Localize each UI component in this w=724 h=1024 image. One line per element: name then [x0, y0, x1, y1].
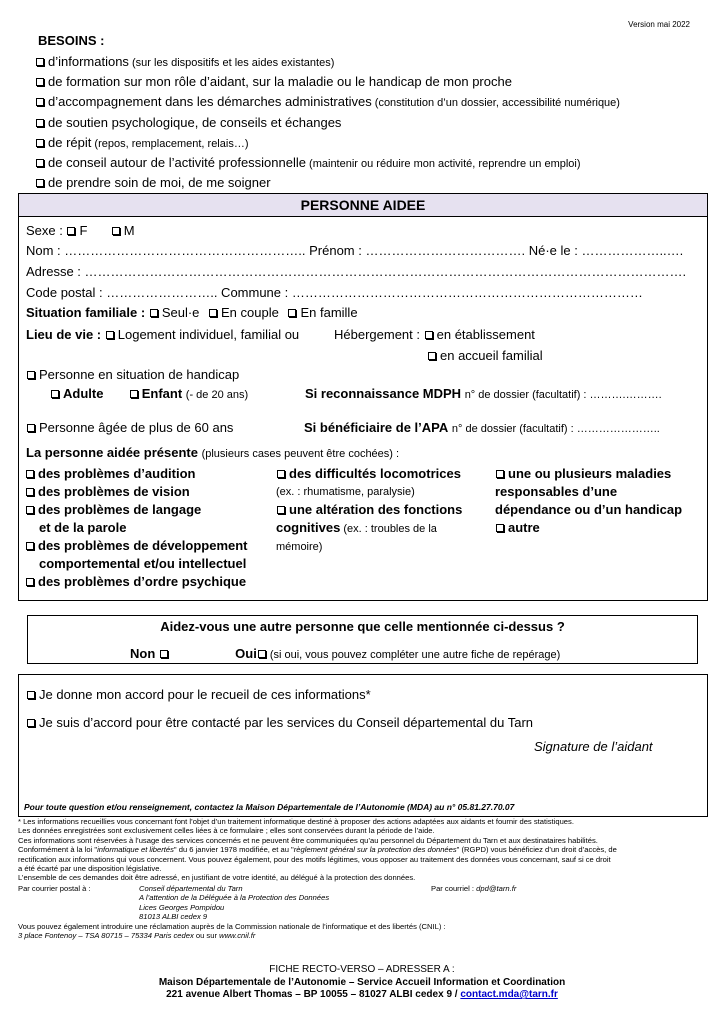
cognitives-note-end: mémoire) [276, 541, 323, 553]
version-label: Version mai 2022 [628, 20, 690, 29]
footer-line1: FICHE RECTO-VERSO – ADRESSER A : [269, 964, 455, 975]
option-locomotrices: des difficultés locomotrices [276, 465, 462, 483]
courriel-info: Par courriel : dpd@tarn.fr [431, 884, 517, 893]
cognitives-note: (ex. : troubles de la [340, 523, 437, 535]
checkbox-seul[interactable] [150, 309, 158, 317]
maladies-cont-2: dépendance ou d’un handicap [495, 502, 683, 517]
presente-col2 [276, 465, 462, 556]
option-maladies: une ou plusieurs maladies [495, 465, 682, 483]
personne-agee-row: Personne âgée de plus de 60 ans [26, 418, 233, 437]
option-langage-cont: et de la parole [39, 520, 127, 535]
footer [0, 964, 724, 1002]
checkbox-non[interactable] [160, 650, 168, 658]
checkbox[interactable] [277, 506, 285, 514]
option-vision: des problèmes de vision [25, 483, 248, 501]
checkbox[interactable] [496, 524, 504, 532]
code-postal-field[interactable]: Code postal : …………………….. Commune : ……………………………………………………………………… [26, 285, 643, 300]
presente-col1 [25, 465, 248, 591]
adulte-enfant-row: Adulte Enfant (- de 20 ans) [50, 384, 248, 405]
cnil-info: Vous pouvez également introduire une réclamation auprès de la Commission nationale de l’informatique et des libertés (CNIL) : 3 place Fontenoy – TSA 80715 – 75334 Paris cedex ou sur www.cnil.fr [18, 922, 446, 941]
option-audition: des problèmes d’audition [25, 465, 248, 483]
checkbox[interactable] [26, 542, 34, 550]
signature-label: Signature de l’aidant [534, 739, 653, 754]
footer-line3: 221 avenue Albert Thomas – BP 10055 – 81027 ALBI cedex 9 / [166, 989, 458, 1000]
checkbox-f[interactable] [67, 227, 75, 235]
checkbox-couple[interactable] [209, 309, 217, 317]
checkbox-m[interactable] [112, 227, 120, 235]
checkbox-handicap[interactable] [27, 371, 35, 379]
accueil-familial-row: en accueil familial [427, 346, 543, 365]
checkbox-logement[interactable] [106, 331, 114, 339]
option-langage: des problèmes de langage [25, 501, 248, 519]
presente-col3 [495, 465, 682, 537]
handicap-row: Personne en situation de handicap [26, 365, 239, 384]
checkbox[interactable] [36, 179, 44, 187]
checkbox-agee[interactable] [27, 424, 35, 432]
option-developpement-cont: comportemental et/ou intellectuel [39, 556, 247, 571]
option-cognitives: une altération des fonctions [276, 501, 462, 519]
mdph-row: Si reconnaissance MDPH n° de dossier (facultatif) : ……….………. [305, 386, 662, 401]
postal-address: Conseil départemental du Tarn A l’attention de la Déléguée à la Protection des Données Lices Georges Pompidou 81013 ALBI cedex 9 [139, 884, 330, 922]
sexe-row: Sexe : F M [26, 223, 135, 238]
legal-notice: * Les informations recueillies vous concernant font l’objet d’un traitement informatique destiné à proposer des actions adaptées aux aidants et fournir des statistiques. Les données enregistrées sont exclusivement celles liées à ce formulaire ; elles sont conservées durant la période de l’aide. Ces informations sont réservées à l’usage des services concernés et ne peuvent être communiquées qu’au personnel du Département du Tarn et aux destinataires habilités. Conformément à la loi "informatique et libertés" du 6 janvier 1978 modifiée, et au "règlement général sur la protection des données" (RGPD) vous bénéficiez d’un droit d’accès, de rectification aux informations qui vous concernent. Vous pouvez également, pour des motifs légitimes, vous opposer au traitement des données vous concernant, sauf si ce droit a été écarté par une disposition législative. L’ensemble de ces demandes doit être adressé, en justifiant de votre identité, au délégué à la protection des données. [18, 817, 617, 883]
besoins-list [35, 52, 620, 193]
besoin-item: de répit (repos, remplacement, relais…) [35, 133, 620, 153]
checkbox-accord-contact[interactable] [27, 719, 35, 727]
besoin-item: de conseil autour de l’activité professionnelle (maintenir ou réduire mon activité, reprendre un emploi) [35, 153, 620, 173]
postal-label: Par courrier postal à : [18, 884, 91, 893]
checkbox[interactable] [26, 506, 34, 514]
checkbox[interactable] [26, 470, 34, 478]
checkbox[interactable] [36, 78, 44, 86]
besoin-item: de prendre soin de moi, de me soigner [35, 173, 620, 193]
checkbox[interactable] [496, 470, 504, 478]
accord-contact: Je suis d’accord pour être contacté par les services du Conseil départemental du Tarn [26, 713, 533, 732]
apa-row: Si bénéficiaire de l’APA n° de dossier (facultatif) : ………………….. [304, 420, 660, 435]
option-developpement: des problèmes de développement [25, 537, 248, 555]
checkbox-oui[interactable] [258, 650, 266, 658]
checkbox[interactable] [26, 578, 34, 586]
accord-recueil: Je donne mon accord pour le recueil de ces informations* [26, 685, 371, 704]
maladies-cont: responsables d’une [495, 484, 618, 499]
checkbox-adulte[interactable] [51, 390, 59, 398]
presente-row: La personne aidée présente (plusieurs cases peuvent être cochées) : [26, 445, 400, 460]
footer-line2: Maison Départementale de l’Autonomie – Service Accueil Information et Coordination [158, 976, 566, 988]
besoin-item: d’accompagnement dans les démarches administratives (constitution d’un dossier, accessibilité numérique) [35, 92, 620, 112]
locomotrices-note: (ex. : rhumatisme, paralysie) [276, 486, 415, 498]
lieu-de-vie-row: Lieu de vie : Logement individuel, familial ou [26, 327, 300, 342]
besoin-item: de formation sur mon rôle d’aidant, sur la maladie ou le handicap de mon proche [35, 72, 620, 92]
checkbox-etablissement[interactable] [425, 331, 433, 339]
autre-personne-answers: Non Oui (si oui, vous pouvez compléter une autre fiche de repérage) [130, 646, 561, 661]
checkbox[interactable] [277, 470, 285, 478]
checkbox-enfant[interactable] [130, 390, 138, 398]
option-autre: autre [495, 519, 682, 537]
option-psychique: des problèmes d’ordre psychique [25, 573, 248, 591]
situation-familiale-row: Situation familiale : Seul·e En couple En famille [26, 305, 358, 320]
checkbox[interactable] [36, 119, 44, 127]
checkbox-accueil-familial[interactable] [428, 352, 436, 360]
checkbox[interactable] [36, 58, 44, 66]
footer-email-link[interactable]: contact.mda@tarn.fr [460, 989, 558, 1000]
checkbox[interactable] [36, 139, 44, 147]
nom-field[interactable]: Nom : ……………………………………………….. Prénom : ………………………………. Né·e le : ………………..…. [26, 243, 684, 258]
autre-personne-question: Aidez-vous une autre personne que celle mentionnée ci-dessus ? [160, 619, 565, 634]
checkbox[interactable] [36, 98, 44, 106]
checkbox[interactable] [26, 488, 34, 496]
hebergement-row: Hébergement : en établissement [334, 327, 535, 342]
contact-info: Pour toute question et/ou renseignement, contactez la Maison Départementale de l’Autonomie (MDA) au n° 05.81.27.70.07 [24, 802, 515, 812]
cognitives-label: cognitives [276, 520, 341, 535]
checkbox-famille[interactable] [288, 309, 296, 317]
adresse-field[interactable]: Adresse : …………………………………………………………………………………………………………………………. [26, 264, 687, 279]
besoin-item: d’informations (sur les dispositifs et les aides existantes) [35, 52, 620, 72]
checkbox[interactable] [36, 159, 44, 167]
besoin-item: de soutien psychologique, de conseils et échanges [35, 113, 620, 133]
checkbox-accord-recueil[interactable] [27, 691, 35, 699]
personne-aidee-title: PERSONNE AIDEE [19, 194, 707, 217]
besoins-title: BESOINS : [38, 33, 105, 48]
